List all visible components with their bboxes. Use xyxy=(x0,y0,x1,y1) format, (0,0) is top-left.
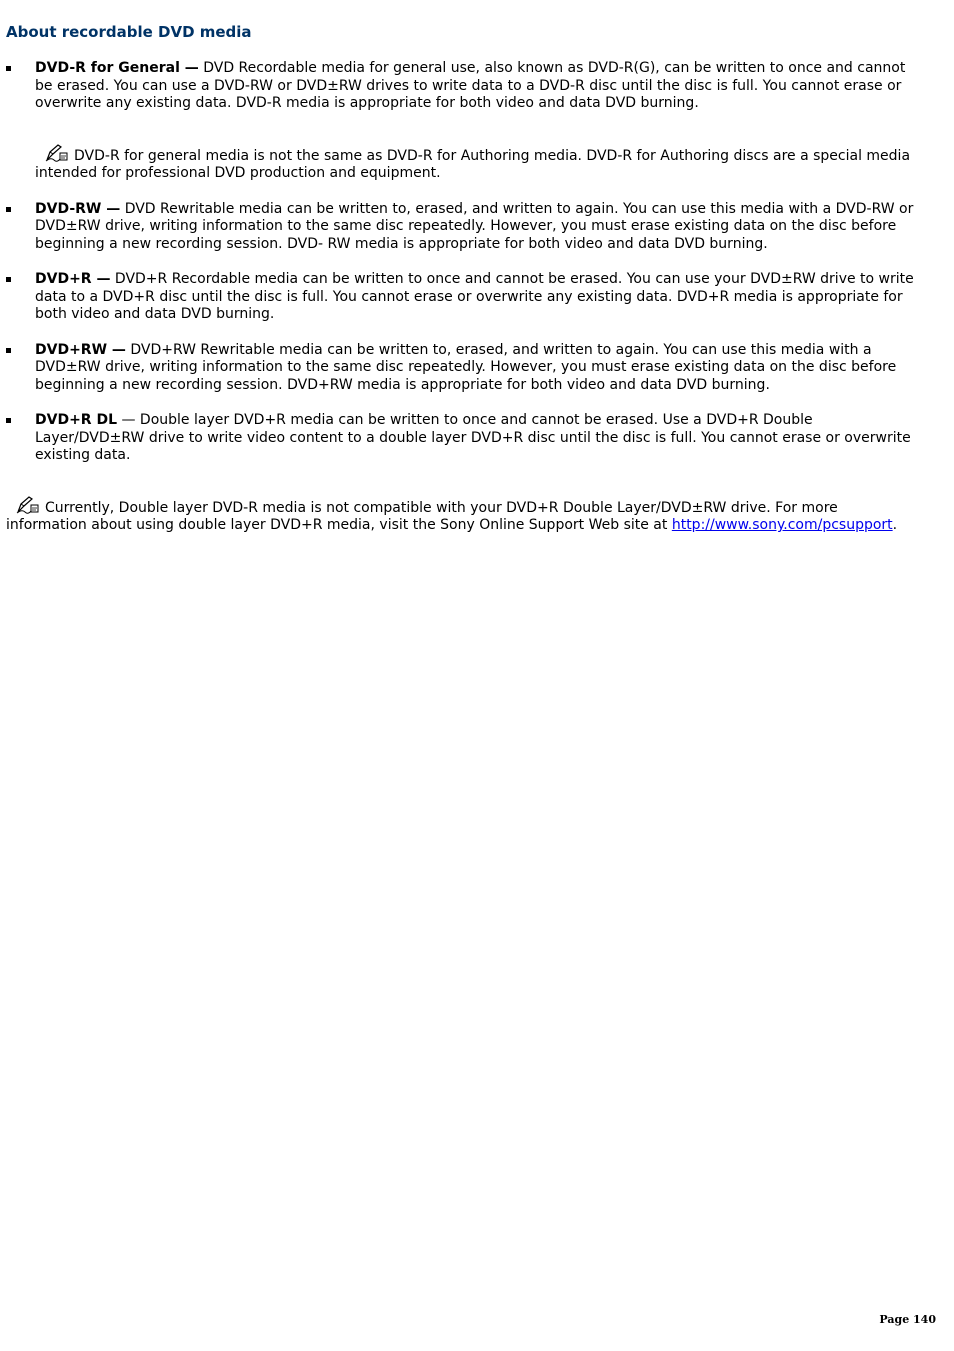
item-term: DVD+R — xyxy=(35,271,111,287)
item-note xyxy=(35,144,916,183)
pen-note-icon xyxy=(45,144,69,162)
list-item-dvd-plus-r xyxy=(6,271,916,324)
item-term: DVD+RW — xyxy=(35,341,126,358)
sony-support-link[interactable]: http://www.sony.com/pcsupport xyxy=(671,517,893,533)
item-text: — Double layer DVD+R media can be written to once and cannot be erased. Use a DVD+R Double Layer/DVD±RW drive to write video content to a double layer DVD+R disc until the disc is full. You cannot erase or overwrite existing data. xyxy=(35,412,911,463)
item-text: DVD+R Recordable media can be written to once and cannot be erased. You can use your DVD±RW drive to write data to a DVD+R disc until the disc is full. You cannot erase or overwrite any existing data. DVD+R media is appropriate for both video and data DVD burning. xyxy=(35,271,914,322)
item-term: DVD-R for General — xyxy=(35,60,199,76)
pen-note-icon xyxy=(16,496,40,514)
page-title: About recordable DVD media xyxy=(6,23,252,41)
document-content xyxy=(6,22,916,535)
item-text: DVD Recordable media for general use, also known as DVD-R(G), can be written to once and cannot be erased. You can use a DVD-RW or DVD±RW drives to write data to a DVD-R disc until the disc is full. You cannot erase or overwrite any existing data. DVD-R media is appropriate for both video and data DVD burning. xyxy=(35,60,906,111)
square-bullet-icon xyxy=(6,66,11,71)
list-item-dvd-plus-r-dl xyxy=(6,412,916,465)
square-bullet-icon xyxy=(6,277,11,282)
square-bullet-icon xyxy=(6,207,11,212)
item-term: DVD+R DL xyxy=(35,412,118,428)
page-number: Page 140 xyxy=(879,1313,936,1326)
final-note-period: . xyxy=(892,517,898,533)
note-text: DVD-R for general media is not the same as DVD-R for Authoring media. DVD-R for Authoring discs are a special media intended for professional DVD production and equipment. xyxy=(35,147,911,181)
square-bullet-icon xyxy=(6,348,11,353)
item-term: DVD-RW — xyxy=(35,200,121,217)
item-text: DVD Rewritable media can be written to, erased, and written to again. You can use this media with a DVD-RW or DVD±RW drive, writing information to the same disc repeatedly. However, you must erase existing data on the disc before beginning a new recording session. DVD- RW media is appropriate for both video and data DVD burning. xyxy=(35,200,914,252)
final-note-text: Currently, Double layer DVD-R media is not compatible with your DVD+R Double Layer/DVD±RW drive. For more information about using double layer DVD+R media, visit the Sony Online Support Web site at xyxy=(6,499,838,533)
final-note xyxy=(6,496,916,535)
square-bullet-icon xyxy=(6,418,11,423)
list-item-dvd-rw xyxy=(6,201,916,254)
media-list xyxy=(6,60,916,465)
list-item-dvd-plus-rw xyxy=(6,342,916,395)
item-text: DVD+RW Rewritable media can be written to, erased, and written to again. You can use this media with a DVD±RW drive, writing information to the same disc repeatedly. However, you must erase existing data on the disc before beginning a new recording session. DVD+RW media is appropriate for both video and data DVD burning. xyxy=(35,341,897,393)
list-item-dvd-r-general xyxy=(6,60,916,183)
